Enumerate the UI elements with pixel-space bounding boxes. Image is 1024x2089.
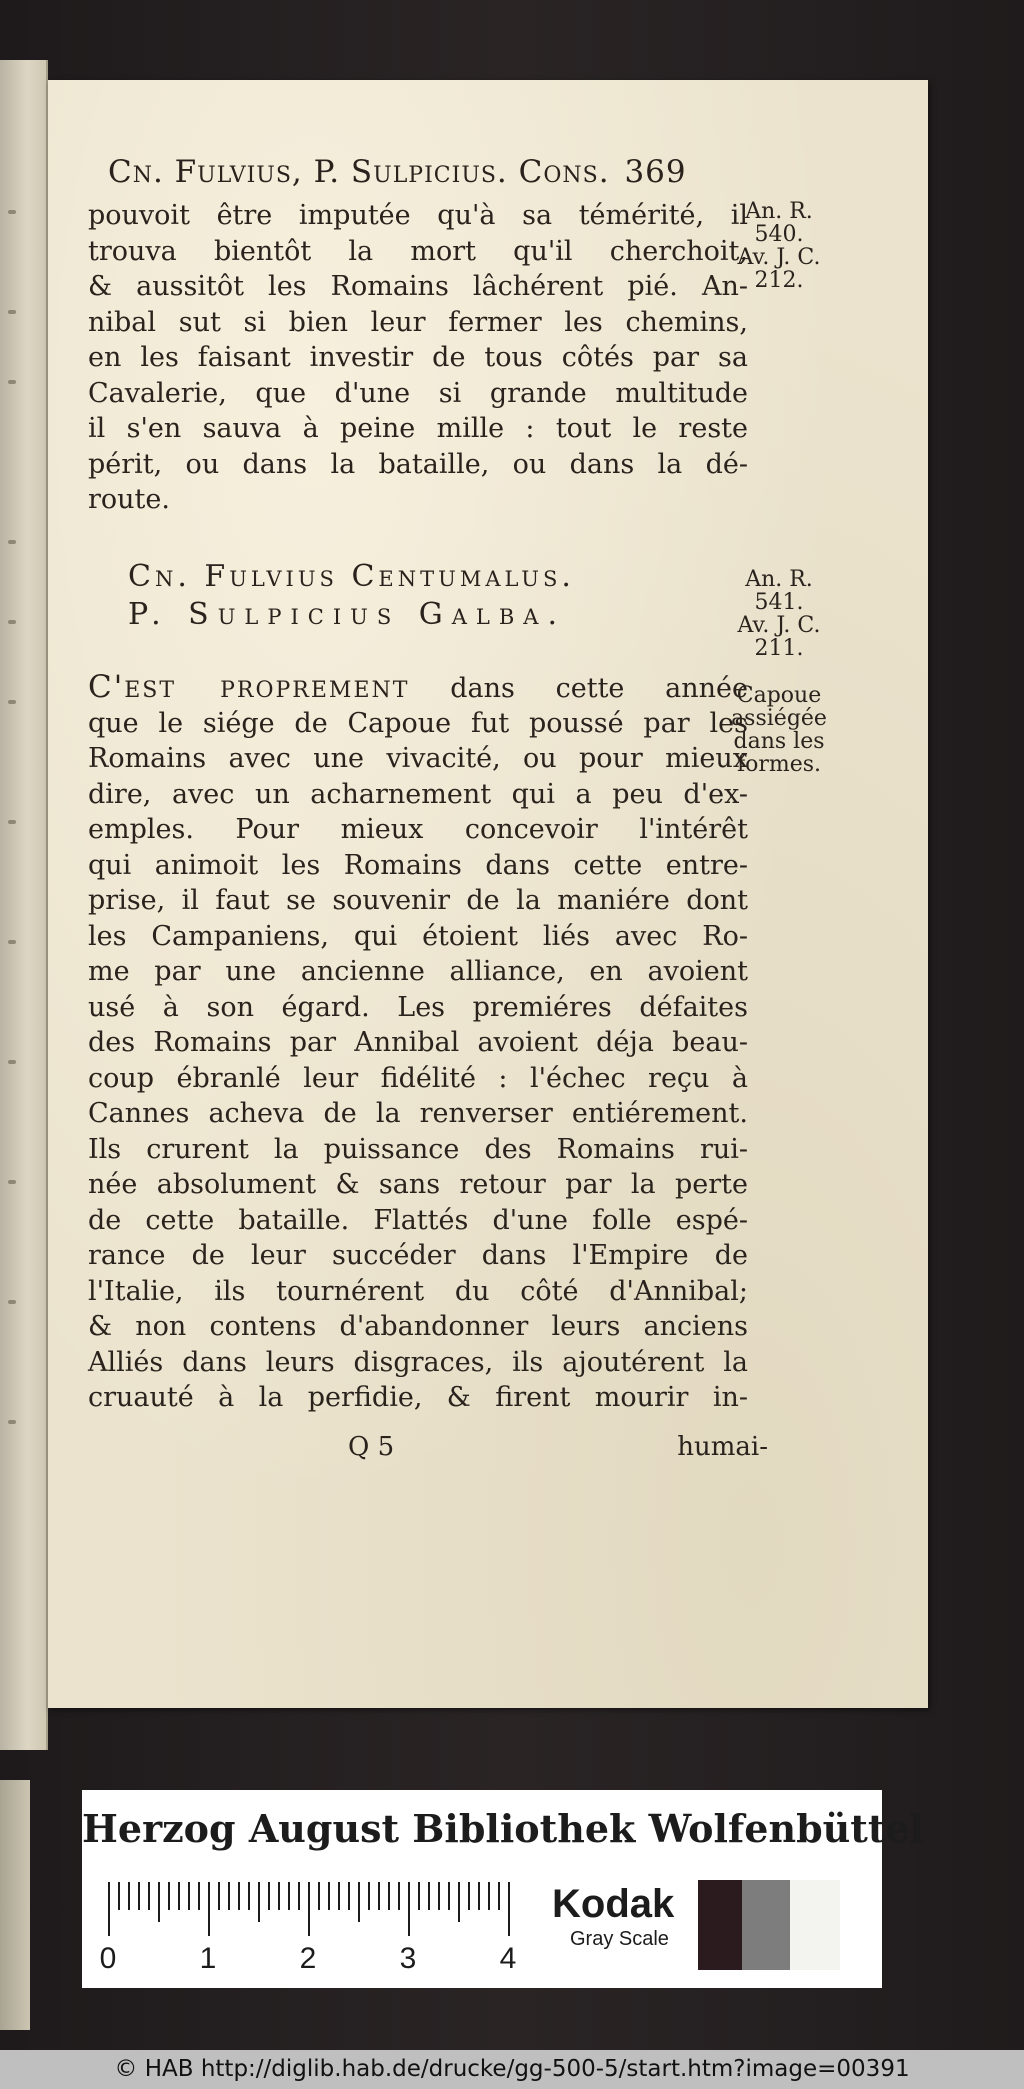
ink-mark (8, 210, 16, 214)
text-line: Ils crurent la puissance des Romains rui- (88, 1133, 748, 1165)
ink-mark (8, 620, 16, 624)
ruler-tick (238, 1882, 240, 1910)
opening-words: C'est proprement (88, 669, 410, 705)
text-line: Cavalerie, que d'une si grande multitude (88, 377, 748, 409)
ink-mark (8, 820, 16, 824)
ruler-tick (508, 1882, 510, 1936)
ruler-tick (338, 1882, 340, 1910)
text-line: nibal sut si bien leur fermer les chemins, (88, 306, 748, 338)
ruler-tick (168, 1882, 170, 1910)
text-line: trouva bientôt la mort qu'il cherchoit, (88, 235, 748, 267)
color-target-card (82, 1790, 924, 1988)
margin-note-line: Av. J. C. (737, 613, 821, 638)
ruler-tick (278, 1882, 280, 1910)
ruler-tick (178, 1882, 180, 1910)
ink-mark (8, 1420, 16, 1424)
text-line: l'Italie, ils tournérent du côté d'Annibal; (88, 1275, 748, 1307)
heading-consul-1: Cn. Fulvius Centumalus. (128, 559, 575, 594)
ruler-tick (448, 1882, 450, 1910)
ruler-tick (418, 1882, 420, 1910)
ruler-number: 3 (399, 1942, 417, 1975)
text-line: emples. Pour mieux concevoir l'intérêt (88, 814, 748, 845)
previous-page-edge (0, 60, 48, 1750)
text-line: des Romains par Annibal avoient déja beau- (88, 1027, 748, 1058)
ruler-tick (388, 1882, 390, 1910)
ruler-tick (348, 1882, 350, 1910)
ink-mark (8, 310, 16, 314)
ink-mark (8, 1300, 16, 1304)
text-line: de cette bataille. Flattés d'une folle espé- (88, 1204, 748, 1236)
ruler-tick (488, 1882, 490, 1910)
kodak-logo: Kodak (552, 1882, 675, 1926)
text-line: rance de leur succéder dans l'Empire de (88, 1240, 748, 1271)
text-line: dire, avec un acharnement qui a peu d'ex- (88, 778, 748, 810)
ruler-tick (438, 1882, 440, 1910)
ruler-tick (158, 1882, 160, 1922)
margin-note-year-540 (714, 200, 844, 292)
text-line: que le siége de Capoue fut poussé par les (88, 707, 748, 739)
ruler-tick (498, 1882, 500, 1910)
text-line: Romains avec une vivacité, ou pour mieux (88, 743, 748, 774)
margin-note-line: Av. J. C. (737, 245, 821, 270)
margin-note-line: 211. (754, 636, 804, 661)
text-line: & non contens d'abandonner leurs anciens (88, 1311, 748, 1342)
ruler-tick (368, 1882, 370, 1910)
first-line-rest: dans cette année (450, 673, 748, 704)
text-line: usé à son égard. Les premiéres défaites (88, 991, 748, 1023)
ruler-number: 0 (99, 1942, 117, 1975)
ruler-tick (288, 1882, 290, 1910)
ink-mark (8, 700, 16, 704)
ruler-tick (408, 1882, 410, 1936)
margin-note-line: An. R. (745, 567, 813, 592)
centimeter-ruler (99, 1882, 517, 1978)
text-line: Cannes acheva de la renverser entiérement. (88, 1098, 748, 1129)
ruler-tick (118, 1882, 120, 1910)
ruler-tick (268, 1882, 270, 1910)
ruler-tick (328, 1882, 330, 1910)
ruler-tick (258, 1882, 260, 1922)
ruler-tick (198, 1882, 200, 1910)
ruler-tick (188, 1882, 190, 1910)
text-line: route. (88, 484, 170, 515)
ruler-tick (428, 1882, 430, 1910)
ruler-tick (138, 1882, 140, 1910)
ruler-tick (358, 1882, 360, 1922)
text-line: & aussitôt les Romains lâchérent pié. An- (88, 271, 748, 302)
ruler-tick (248, 1882, 250, 1910)
ink-mark (8, 940, 16, 944)
ink-mark (8, 1060, 16, 1064)
ruler-tick (308, 1882, 310, 1936)
ruler-tick (208, 1882, 210, 1936)
ruler-tick (218, 1882, 220, 1910)
running-head (108, 154, 758, 190)
heading-consul-2: P. Sulpicius Galba. (128, 597, 566, 632)
margin-note-line: 212. (754, 268, 804, 293)
ruler-tick (318, 1882, 320, 1910)
margin-note-line: 541. (754, 590, 804, 615)
ruler-tick (228, 1882, 230, 1910)
text-line: cruauté à la perfidie, & firent mourir in- (88, 1382, 748, 1413)
running-head-title: Cn. Fulvius, P. Sulpicius. Cons. (108, 154, 610, 190)
text-line: il s'en sauva à peine mille : tout le reste (88, 413, 748, 444)
paragraph-1 (88, 198, 748, 518)
page-number: 369 (624, 154, 687, 190)
margin-note-line: An. R. (745, 199, 813, 224)
ruler-tick (468, 1882, 470, 1910)
section-heading (128, 558, 708, 634)
ruler-number: 1 (199, 1942, 217, 1975)
book-page (48, 80, 928, 1708)
catchword: humai- (677, 1432, 768, 1462)
text-line: née absolument & sans retour par la perte (88, 1169, 748, 1200)
ruler-tick (378, 1882, 380, 1910)
text-line: les Campaniens, qui étoient liés avec Ro- (88, 920, 748, 952)
margin-note-line: dans les (733, 729, 825, 754)
ruler-tick (148, 1882, 150, 1910)
ruler-tick (398, 1882, 400, 1910)
paragraph-2 (88, 670, 748, 1416)
ruler-tick (128, 1882, 130, 1910)
ruler-tick (458, 1882, 460, 1922)
copyright-footer: © HAB http://diglib.hab.de/drucke/gg-500-5/start.htm?image=00391 (0, 2050, 1024, 2089)
gray-swatch-mid (742, 1880, 790, 1970)
text-line: coup ébranlé leur fidélité : l'échec reçu à (88, 1062, 748, 1094)
text-line: qui animoit les Romains dans cette entre- (88, 849, 748, 881)
margin-note-line: formes. (736, 752, 822, 777)
margin-note-line: assiégée (731, 706, 827, 731)
text-line: pouvoit être imputée qu'à sa témérité, il (88, 200, 748, 231)
ink-mark (8, 540, 16, 544)
gray-scale-label: Gray Scale (570, 1928, 669, 1950)
previous-page-lower-edge (0, 1780, 30, 2030)
text-line: en les faisant investir de tous côtés par sa (88, 342, 748, 373)
gray-swatch-dark (698, 1880, 742, 1970)
margin-note-year-541 (714, 568, 844, 660)
text-line-first (88, 670, 748, 706)
ruler-number: 4 (499, 1942, 517, 1975)
ruler-tick (478, 1882, 480, 1910)
library-name: Herzog August Bibliothek Wolfenbüttel (82, 1806, 924, 1851)
ruler-number: 2 (299, 1942, 317, 1975)
ruler-tick (298, 1882, 300, 1910)
text-line: Alliés dans leurs disgraces, ils ajoutérent la (88, 1346, 748, 1378)
margin-note-line: 540. (754, 222, 804, 247)
gray-swatch-light (790, 1880, 840, 1970)
margin-note-line: Capoue (736, 683, 822, 708)
text-line: me par une ancienne alliance, en avoient (88, 956, 748, 987)
signature-mark: Q 5 (348, 1432, 395, 1462)
ink-mark (8, 1180, 16, 1184)
text-line: périt, ou dans la bataille, ou dans la dé- (88, 448, 748, 480)
text-line: prise, il faut se souvenir de la maniére dont (88, 885, 748, 916)
ink-mark (8, 380, 16, 384)
ruler-tick (108, 1882, 110, 1936)
